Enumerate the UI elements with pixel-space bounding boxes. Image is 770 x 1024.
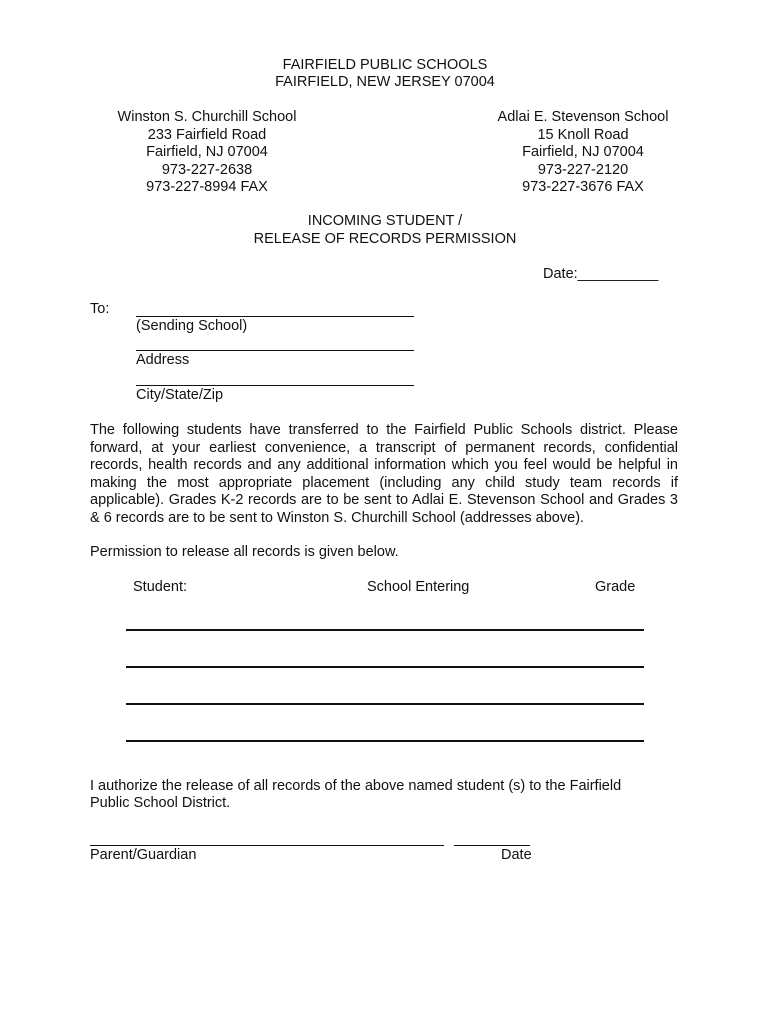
form-title-line2: RELEASE OF RECORDS PERMISSION <box>253 231 517 247</box>
permission-statement: Permission to release all records is given below. <box>90 544 399 560</box>
churchill-school-street: 233 Fairfield Road <box>147 126 267 143</box>
district-title: FAIRFIELD PUBLIC SCHOOLS <box>282 57 488 73</box>
parent-guardian-label: Parent/Guardian <box>90 847 197 863</box>
address-label: Address <box>136 352 190 368</box>
date-field[interactable]: Date:__________ <box>543 266 659 282</box>
grade-column-header: Grade <box>595 579 636 595</box>
stevenson-school-street: 15 Knoll Road <box>537 126 629 143</box>
parent-signature-line[interactable] <box>90 845 444 846</box>
churchill-school-name: Winston S. Churchill School <box>117 109 297 125</box>
authorization-line2: Public School District. <box>90 795 231 811</box>
churchill-school-city: Fairfield, NJ 07004 <box>146 144 268 160</box>
student-column-header: Student: <box>133 579 188 595</box>
stevenson-school-phone: 973-227-2120 <box>537 161 629 178</box>
instructions-paragraph: The following students have transferred to the Fairfield Public Schools district. Please forward, at your earliest convenience, a transcript of permanent records, confidential records, health records and any additional information which you feel would be helpful in making the most appropriate placement (including any child study team records if applicable). Grades K-2 records are to be sent to Adlai E. Stevenson School and Grades 3 & 6 records are to be sent to Winston S. Churchill School (addresses above). <box>90 422 678 526</box>
sending-school-label: (Sending School) <box>136 318 248 334</box>
city-state-zip-label: City/State/Zip <box>136 387 224 403</box>
sending-school-line[interactable] <box>136 316 414 317</box>
churchill-school-address <box>97 109 317 197</box>
authorization-line1: I authorize the release of all records of the above named student (s) to the Fairfield <box>90 778 622 794</box>
city-state-zip-line[interactable] <box>136 385 414 386</box>
stevenson-school-city: Fairfield, NJ 07004 <box>522 144 644 160</box>
student-entry-line[interactable] <box>126 703 644 705</box>
to-label: To: <box>90 301 110 317</box>
student-entry-line[interactable] <box>126 629 644 631</box>
student-entry-line[interactable] <box>126 740 644 742</box>
address-line[interactable] <box>136 350 414 351</box>
district-location: FAIRFIELD, NEW JERSEY 07004 <box>275 74 495 90</box>
stevenson-school-address <box>473 109 693 197</box>
stevenson-school-fax: 973-227-3676 FAX <box>522 179 644 195</box>
churchill-school-phone: 973-227-2638 <box>161 161 253 178</box>
churchill-school-fax: 973-227-8994 FAX <box>146 179 268 195</box>
form-title-line1: INCOMING STUDENT / <box>307 213 463 229</box>
signature-date-line[interactable] <box>454 845 530 846</box>
student-entry-line[interactable] <box>126 666 644 668</box>
signature-date-label: Date <box>501 847 532 863</box>
stevenson-school-name: Adlai E. Stevenson School <box>497 109 669 125</box>
school-entering-column-header: School Entering <box>367 579 470 595</box>
